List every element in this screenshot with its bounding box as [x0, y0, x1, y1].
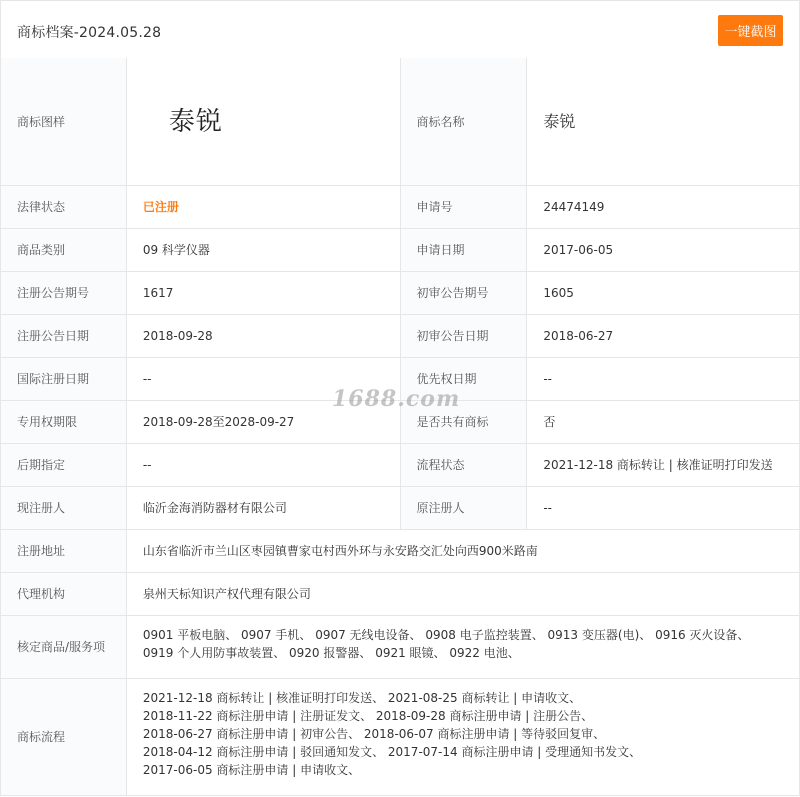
prelim-gazette-no-value: 1605 — [527, 272, 800, 314]
services-line: 0901 平板电脑、 0907 手机、 0907 无线电设备、 0908 电子监控装置、 0913 变压器(电)、 0916 灭火设备、 — [142, 628, 750, 642]
flow-value — [127, 679, 800, 795]
table-row — [1, 573, 800, 616]
original-registrant-value: -- — [527, 487, 800, 529]
process-status-value: 2021-12-18 商标转让 | 核准证明打印发送 — [527, 444, 800, 486]
status-badge: 已注册 — [142, 200, 179, 214]
table-row — [1, 444, 800, 487]
application-number-label: 申请号 — [401, 186, 528, 228]
flow-label: 商标流程 — [1, 679, 127, 795]
mark-name-value — [527, 58, 800, 185]
shared-mark-label: 是否共有商标 — [401, 401, 528, 443]
table-row — [1, 315, 800, 358]
reg-gazette-date-value: 2018-09-28 — [127, 315, 401, 357]
mark-image — [127, 58, 401, 185]
agency-label: 代理机构 — [1, 573, 127, 615]
goods-class-label: 商品类别 — [1, 229, 127, 271]
exclusive-term-label: 专用权期限 — [1, 401, 127, 443]
table-row — [1, 272, 800, 315]
flow-line: 2017-06-05 商标注册申请 | 申请收文、 — [142, 763, 361, 777]
flow-line: 2018-06-27 商标注册申请 | 初审公告、 2018-06-07 商标注册申请 | 等待驳回复审、 — [142, 727, 606, 741]
screenshot-button[interactable]: 一键截图 — [718, 15, 783, 46]
address-label: 注册地址 — [1, 530, 127, 572]
table-row — [1, 679, 800, 796]
mark-name-label: 商标名称 — [401, 58, 528, 185]
priority-date-label: 优先权日期 — [401, 358, 528, 400]
intl-reg-date-label: 国际注册日期 — [1, 358, 127, 400]
exclusive-term-value: 2018-09-28至2028-09-27 — [127, 401, 401, 443]
current-registrant-label: 现注册人 — [1, 487, 127, 529]
reg-gazette-date-label: 注册公告日期 — [1, 315, 127, 357]
legal-status-value — [127, 186, 401, 228]
mark-image-text: 泰锐 — [168, 106, 223, 137]
application-date-label: 申请日期 — [401, 229, 528, 271]
shared-mark-value: 否 — [527, 401, 800, 443]
mark-name-text: 泰锐 — [543, 111, 576, 131]
table-row — [1, 58, 800, 186]
table-row — [1, 487, 800, 530]
mark-image-label: 商标图样 — [1, 58, 127, 185]
prelim-gazette-no-label: 初审公告期号 — [401, 272, 528, 314]
later-designation-value: -- — [127, 444, 401, 486]
watermark: 1688.com — [332, 386, 461, 412]
application-number-value: 24474149 — [527, 186, 800, 228]
page-title: 商标档案-2024.05.28 — [17, 25, 162, 41]
trademark-info-table — [0, 58, 800, 796]
reg-gazette-no-label: 注册公告期号 — [1, 272, 127, 314]
table-row — [1, 229, 800, 272]
table-row — [1, 530, 800, 573]
services-value — [127, 616, 800, 678]
services-label: 核定商品/服务项 — [1, 616, 127, 678]
address-value: 山东省临沂市兰山区枣园镇曹家屯村西外环与永安路交汇处向西900米路南 — [127, 530, 800, 572]
flow-line: 2018-11-22 商标注册申请 | 注册证发文、 2018-09-28 商标注册申请 | 注册公告、 — [142, 709, 594, 723]
current-registrant-value: 临沂金海消防器材有限公司 — [127, 487, 401, 529]
process-status-label: 流程状态 — [401, 444, 528, 486]
table-row — [1, 401, 800, 444]
application-date-value: 2017-06-05 — [527, 229, 800, 271]
flow-line: 2018-04-12 商标注册申请 | 驳回通知发文、 2017-07-14 商标注册申请 | 受理通知书发文、 — [142, 745, 642, 759]
reg-gazette-no-value: 1617 — [127, 272, 401, 314]
services-line: 0919 个人用防事故装置、 0920 报警器、 0921 眼镜、 0922 电池、 — [142, 646, 520, 660]
table-row — [1, 616, 800, 679]
prelim-gazette-date-label: 初审公告日期 — [401, 315, 528, 357]
table-row — [1, 358, 800, 401]
legal-status-label: 法律状态 — [1, 186, 127, 228]
later-designation-label: 后期指定 — [1, 444, 127, 486]
table-row — [1, 186, 800, 229]
intl-reg-date-value: -- — [127, 358, 401, 400]
goods-class-value: 09 科学仪器 — [127, 229, 401, 271]
flow-line: 2021-12-18 商标转让 | 核准证明打印发送、 2021-08-25 商标转让 | 申请收文、 — [142, 691, 582, 705]
priority-date-value: -- — [527, 358, 800, 400]
agency-value: 泉州天标知识产权代理有限公司 — [127, 573, 800, 615]
original-registrant-label: 原注册人 — [401, 487, 528, 529]
prelim-gazette-date-value: 2018-06-27 — [527, 315, 800, 357]
page-header — [0, 0, 800, 59]
